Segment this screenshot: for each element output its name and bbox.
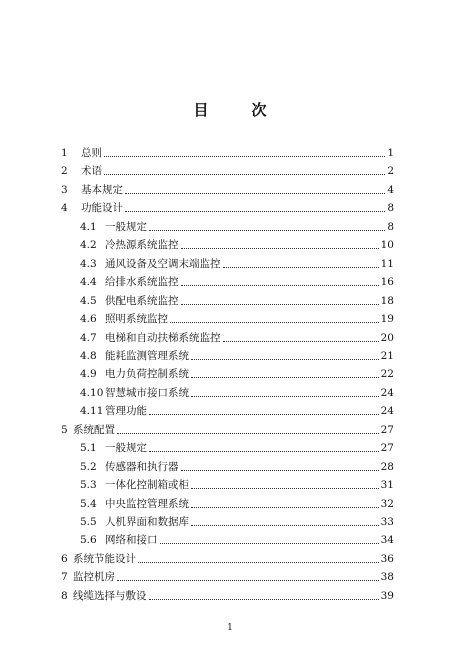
leader-dots — [149, 229, 385, 231]
toc-entry-number: 3 — [61, 183, 68, 196]
leader-dots — [191, 524, 379, 526]
toc-entry-label: 线缆选择与敷设 — [73, 589, 147, 602]
toc-entry — [80, 253, 394, 271]
toc-entry — [80, 345, 394, 363]
toc-entry-number: 5.1 — [80, 442, 97, 455]
toc-entry-label: 管理功能 — [105, 405, 147, 418]
toc-entry-number: 4.7 — [80, 331, 97, 344]
toc-entry-number: 4.11 — [80, 405, 104, 418]
toc-entry-label: 给排水系统监控 — [105, 276, 179, 289]
leader-dots — [223, 266, 379, 268]
toc-entry-number: 2 — [61, 165, 68, 178]
toc-entry-page: 1 — [387, 147, 394, 159]
leader-dots — [125, 210, 385, 212]
toc-entry — [80, 456, 394, 474]
toc-entry-label: 人机界面和数据库 — [105, 516, 189, 528]
toc-entry-number: 4.8 — [80, 349, 97, 362]
toc-entry-number: 4.6 — [80, 313, 97, 326]
toc-entry-label: 总则 — [81, 147, 102, 159]
toc-entry-label: 通风设备及空调末端监控 — [105, 257, 221, 270]
toc-entry-label: 监控机房 — [73, 571, 115, 584]
toc-entry-number: 4.2 — [80, 239, 97, 252]
page-number: 1 — [227, 623, 233, 633]
toc-entry-page: 28 — [380, 460, 394, 473]
toc-entry — [61, 142, 394, 160]
toc-entry-page: 39 — [380, 589, 394, 602]
toc-entry-label: 一般规定 — [105, 220, 147, 233]
toc-entry-label: 一般规定 — [105, 442, 147, 455]
toc-entry-label: 系统节能设计 — [73, 552, 136, 565]
toc-entry-label: 照明系统监控 — [105, 313, 168, 326]
toc-entry-page: 34 — [380, 534, 394, 547]
toc-entry-number: 4 — [61, 202, 68, 215]
toc-entry-page: 24 — [380, 405, 394, 418]
toc-entry-page: 2 — [387, 165, 394, 178]
toc-entry — [61, 197, 394, 215]
toc-entry-number: 4.5 — [80, 294, 97, 307]
leader-dots — [170, 321, 379, 323]
toc-entry-page: 22 — [380, 368, 394, 381]
toc-entry-number: 4.10 — [80, 386, 104, 399]
toc-entry-label: 一体化控制箱或柜 — [105, 479, 189, 492]
leader-dots — [117, 432, 379, 434]
leader-dots — [160, 542, 379, 544]
leader-dots — [223, 340, 379, 342]
toc-entry-page: 27 — [380, 442, 394, 455]
leader-dots — [191, 506, 379, 508]
toc-entry-page: 16 — [380, 276, 394, 289]
toc-entry-number: 5.6 — [80, 534, 97, 547]
toc-entry — [80, 437, 394, 455]
toc-entry-page: 27 — [380, 423, 394, 436]
toc-entry-label: 供配电系统监控 — [105, 294, 179, 307]
toc-entry — [80, 382, 394, 400]
toc-entry — [61, 548, 394, 566]
toc-entry-label: 冷热源系统监控 — [105, 239, 179, 252]
toc-entry-page: 18 — [380, 294, 394, 307]
toc-entry — [80, 529, 394, 547]
toc-entry — [80, 474, 394, 492]
leader-dots — [191, 376, 379, 378]
toc-entry-page: 8 — [387, 202, 394, 215]
toc-entry-number: 5.4 — [80, 497, 97, 510]
toc-entry-label: 电力负荷控制系统 — [105, 368, 189, 381]
leader-dots — [138, 561, 379, 563]
toc-entry — [61, 179, 394, 197]
toc-entry-page: 4 — [387, 183, 394, 196]
toc-entry-page: 24 — [380, 386, 394, 399]
toc-entry-label: 基本规定 — [81, 183, 123, 196]
toc-entry — [80, 308, 394, 326]
toc-entry-label: 系统配置 — [73, 423, 115, 436]
toc-entry-label: 传感器和执行器 — [105, 460, 179, 473]
toc-entry-number: 4.1 — [80, 220, 97, 233]
toc-entry-label: 网络和接口 — [105, 534, 158, 547]
leader-dots — [149, 413, 379, 415]
toc-entry — [80, 234, 394, 252]
leader-dots — [191, 487, 379, 489]
toc-entry-number: 6 — [61, 552, 68, 565]
toc-entry — [61, 160, 394, 178]
toc-entry — [80, 493, 394, 511]
toc-entry-page: 33 — [380, 516, 394, 528]
page-title: 目 次 — [193, 101, 281, 119]
leader-dots — [191, 395, 379, 397]
leader-dots — [149, 598, 379, 600]
toc-entry — [80, 327, 394, 345]
toc-entry-number: 5.2 — [80, 460, 97, 473]
toc-entry-number: 8 — [61, 589, 68, 602]
leader-dots — [191, 358, 379, 360]
toc-entry-label: 中央监控管理系统 — [105, 497, 189, 510]
toc-entry-page: 38 — [380, 571, 394, 584]
toc-entry — [80, 363, 394, 381]
toc-entry-number: 4.9 — [80, 368, 97, 381]
leader-dots — [117, 579, 379, 581]
toc-entry-page: 8 — [387, 220, 394, 233]
toc-entry-number: 5.5 — [80, 516, 97, 528]
toc-entry-number: 7 — [61, 571, 68, 584]
leader-dots — [149, 450, 379, 452]
toc-entry-number: 4.3 — [80, 257, 97, 270]
toc-entry — [80, 290, 394, 308]
toc-entry-page: 10 — [380, 239, 394, 252]
leader-dots — [181, 469, 379, 471]
toc-entry-number: 1 — [61, 147, 68, 159]
toc-entry-label: 电梯和自动扶梯系统监控 — [105, 331, 221, 344]
toc-entry — [61, 566, 394, 584]
toc-entry-number: 4.4 — [80, 276, 97, 289]
leader-dots — [125, 192, 385, 194]
toc-entry — [80, 400, 394, 418]
toc-entry-page: 32 — [380, 497, 394, 510]
toc-entry-page: 36 — [380, 552, 394, 565]
toc-entry-label: 功能设计 — [81, 202, 123, 215]
toc-entry-page: 31 — [380, 479, 394, 492]
toc-entry — [61, 419, 394, 437]
toc-entry — [80, 216, 394, 234]
toc-entry — [80, 511, 394, 529]
toc-entry-page: 20 — [380, 331, 394, 344]
toc-entry-number: 5.3 — [80, 479, 97, 492]
toc-entry — [80, 271, 394, 289]
leader-dots — [181, 284, 379, 286]
leader-dots — [104, 173, 385, 175]
toc-entry-number: 5 — [61, 423, 68, 436]
toc-entry-label: 智慧城市接口系统 — [105, 386, 189, 399]
toc-entry-page: 21 — [380, 349, 394, 362]
toc-entry-label: 能耗监测管理系统 — [105, 349, 189, 362]
toc-entry-page: 19 — [380, 313, 394, 326]
leader-dots — [104, 155, 385, 157]
leader-dots — [181, 247, 379, 249]
toc-entry — [61, 585, 394, 603]
toc-entry-label: 术语 — [81, 165, 102, 178]
leader-dots — [181, 303, 379, 305]
toc-entry-page: 11 — [380, 257, 394, 270]
